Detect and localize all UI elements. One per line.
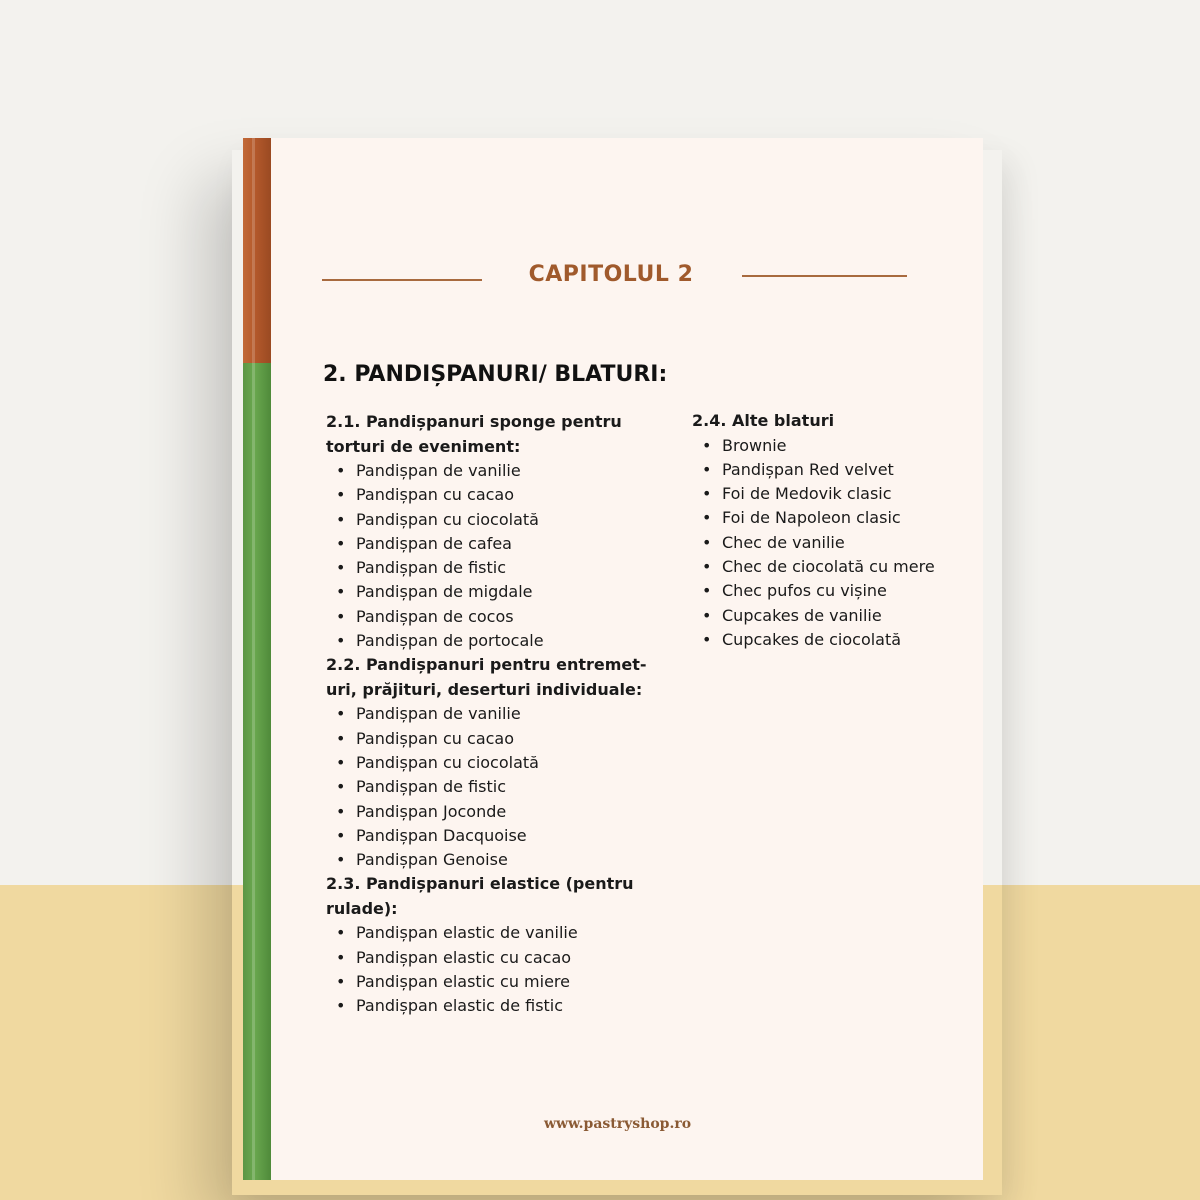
section-2-4	[692, 409, 972, 652]
list-item: • Pandișpan Joconde	[326, 800, 671, 824]
list-item: • Chec pufos cu vișine	[692, 579, 972, 603]
left-column	[326, 410, 671, 1019]
list-item: • Pandișpan Genoise	[326, 848, 671, 872]
list-item: • Cupcakes de vanilie	[692, 604, 972, 628]
book-spine-orange	[243, 138, 271, 363]
item-list	[326, 921, 671, 1018]
list-item: • Pandișpan cu cacao	[326, 727, 671, 751]
list-item: • Pandișpan cu ciocolată	[326, 508, 671, 532]
section-title: 2.4. Alte blaturi	[692, 411, 835, 430]
item-list	[692, 434, 972, 653]
book-spine-green	[243, 363, 271, 1180]
list-item: • Pandișpan elastic cu miere	[326, 970, 671, 994]
list-item: • Pandișpan de cafea	[326, 532, 671, 556]
section-2-1	[326, 410, 671, 653]
list-item: • Chec de ciocolată cu mere	[692, 555, 972, 579]
list-item: • Pandișpan de fistic	[326, 556, 671, 580]
list-item: • Pandișpan cu cacao	[326, 483, 671, 507]
list-item: • Pandișpan de portocale	[326, 629, 671, 653]
section-title: 2.1. Pandișpanuri sponge pentru torturi de eveniment:	[326, 412, 622, 456]
list-item: • Pandișpan de fistic	[326, 775, 671, 799]
list-item: • Foi de Medovik clasic	[692, 482, 972, 506]
list-item: • Brownie	[692, 434, 972, 458]
chapter-title: CAPITOLUL 2	[528, 262, 694, 287]
list-item: • Cupcakes de ciocolată	[692, 628, 972, 652]
list-item: • Pandișpan de migdale	[326, 580, 671, 604]
item-list	[326, 459, 671, 653]
list-item: • Pandișpan Dacquoise	[326, 824, 671, 848]
item-list	[326, 702, 671, 872]
list-item: • Pandișpan de cocos	[326, 605, 671, 629]
list-item: • Chec de vanilie	[692, 531, 972, 555]
list-item: • Pandișpan elastic cu cacao	[326, 946, 671, 970]
right-column	[692, 409, 972, 652]
list-item: • Pandișpan elastic de vanilie	[326, 921, 671, 945]
section-2-3	[326, 872, 671, 1018]
section-title: 2.2. Pandișpanuri pentru entremet-uri, prăjituri, deserturi individuale:	[326, 655, 647, 699]
list-item: • Pandișpan Red velvet	[692, 458, 972, 482]
list-item: • Pandișpan cu ciocolată	[326, 751, 671, 775]
list-item: • Pandișpan de vanilie	[326, 702, 671, 726]
section-2-2	[326, 653, 671, 872]
list-item: • Pandișpan de vanilie	[326, 459, 671, 483]
footer-website: www.pastryshop.ro	[543, 1116, 692, 1132]
page-heading: 2. PANDIȘPANURI/ BLATURI:	[323, 362, 668, 387]
list-item: • Foi de Napoleon clasic	[692, 506, 972, 530]
section-title: 2.3. Pandișpanuri elastice (pentru rulade):	[326, 874, 634, 918]
chapter-rule-left	[322, 279, 482, 281]
chapter-rule-right	[742, 275, 907, 277]
list-item: • Pandișpan elastic de fistic	[326, 994, 671, 1018]
spine-highlight	[252, 138, 255, 1180]
